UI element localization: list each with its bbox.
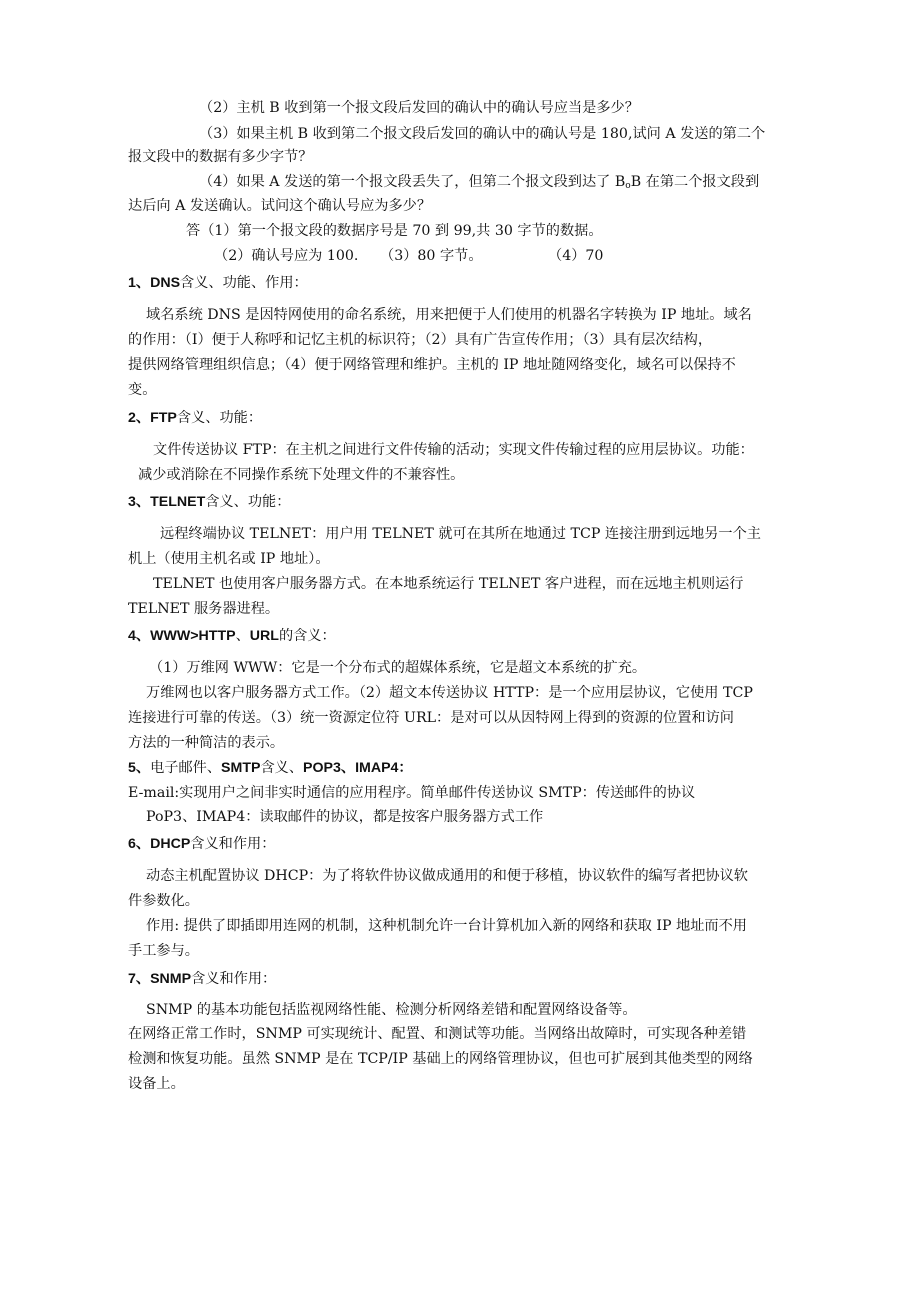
dns-line-3: 提供网络管理组织信息；（4）便于网络管理和维护。主机的 IP 地址随网络变化，域名可以保持不	[128, 357, 736, 373]
answer-1: 答（1）第一个报文段的数据序号是 70 到 99,共 30 字节的数据。	[186, 223, 603, 239]
question-4-line-1	[199, 172, 759, 196]
dhcp-line-2: 件参数化。	[128, 893, 199, 909]
snmp-line-3: 检测和恢复功能。虽然 SNMP 是在 TCP/IP 基础上的网络管理协议，但也可扩展到其他类型的网络	[128, 1051, 753, 1067]
email-line-1: E-mail:实现用户之间非实时通信的应用程序。简单邮件传送协议 SMTP：传送邮件的协议	[128, 785, 696, 801]
telnet-line-2: 机上（使用主机名或 IP 地址）。	[128, 551, 330, 567]
dhcp-line-3: 作用: 提供了即插即用连网的机制，这种机制允许一台计算机加入新的网络和获取 IP 地址而不用	[146, 918, 747, 934]
dns-line-2: 的作用：（I）便于人称呼和记忆主机的标识符；（2）具有广告宣传作用；（3）具有层次结构，	[128, 332, 713, 348]
heading-snmp: 7、SNMP含义和作用：	[128, 971, 277, 987]
snmp-line-2: 在网络正常工作时，SNMP 可实现统计、配置、和测试等功能。当网络出故障时，可实现各种差错	[128, 1026, 747, 1042]
heading-ftp: 2、FTP含义、功能：	[128, 410, 263, 426]
heading-telnet: 3、TELNET含义、功能：	[128, 494, 291, 510]
telnet-line-3: TELNET 也使用客户服务器方式。在本地系统运行 TELNET 客户进程，而在远地主机则运行	[153, 576, 744, 592]
www-line-1: （1）万维网 WWW：它是一个分布式的超媒体系统，它是超文本系统的扩充。	[149, 660, 647, 676]
snmp-line-1: SNMP 的基本功能包括监视网络性能、检测分析网络差错和配置网络设备等。	[146, 1002, 637, 1018]
question-4-line-2: 达后向 A 发送确认。试问这个确认号应为多少？	[128, 198, 432, 214]
www-line-4: 方法的一种简洁的表示。	[128, 735, 285, 751]
ftp-line-1: 文件传送协议 FTP：在主机之间进行文件传输的活动；实现文件传输过程的应用层协议。功能：	[153, 442, 754, 458]
dns-line-4: 变。	[128, 382, 157, 398]
dhcp-line-1: 动态主机配置协议 DHCP：为了将软件协议做成通用的和便于移植，协议软件的编写者把协议软	[146, 868, 748, 884]
ftp-line-2: 减少或消除在不同操作系统下处理文件的不兼容性。	[138, 467, 465, 483]
question-2: （2）主机 B 收到第一个报文段后发回的确认中的确认号应当是多少？	[199, 100, 639, 116]
question-3-line-2: 报文段中的数据有多少字节？	[128, 149, 313, 165]
telnet-line-4: TELNET 服务器进程。	[128, 601, 280, 617]
snmp-line-4: 设备上。	[128, 1076, 185, 1092]
dhcp-line-4: 手工参与。	[128, 943, 199, 959]
heading-dhcp: 6、DHCP含义和作用：	[128, 836, 276, 852]
heading-email: 5、电子邮件、SMTP含义、POP3、IMAP4：	[128, 760, 413, 776]
answer-4: （4）70	[548, 248, 604, 264]
question-4-text-b: B 在第二个报文段到	[630, 174, 760, 190]
answer-2: （2）确认号应为 100.	[214, 248, 359, 264]
question-4-text-a: （4）如果 A 发送的第一个报文段丢失了，但第二个报文段到达了 B	[199, 174, 626, 190]
answer-3: （3）80 字节。	[380, 248, 483, 264]
question-3-line-1: （3）如果主机 B 收到第二个报文段后发回的确认中的确认号是 180,试问 A 发送的第二个	[199, 126, 766, 142]
heading-www: 4、WWW>HTTP、URL的含义：	[128, 628, 336, 644]
dns-line-1: 域名系统 DNS 是因特网使用的命名系统，用来把便于人们使用的机器名字转换为 IP 地址。域名	[146, 307, 752, 323]
question-4-subscript: o	[625, 181, 631, 191]
www-line-2: 万维网也以客户服务器方式工作。（2）超文本传送协议 HTTP：是一个应用层协议，它使用 TCP	[146, 685, 753, 701]
email-line-2: PoP3、IMAP4：读取邮件的协议，都是按客户服务器方式工作	[146, 809, 544, 825]
heading-dns: 1、DNS含义、功能、作用：	[128, 275, 308, 291]
www-line-3: 连接进行可靠的传送。（3）统一资源定位符 URL：是对可以从因特网上得到的资源的位置和访问	[128, 710, 734, 726]
telnet-line-1: 远程终端协议 TELNET：用户用 TELNET 就可在其所在地通过 TCP 连接注册到远地另一个主	[160, 526, 761, 542]
